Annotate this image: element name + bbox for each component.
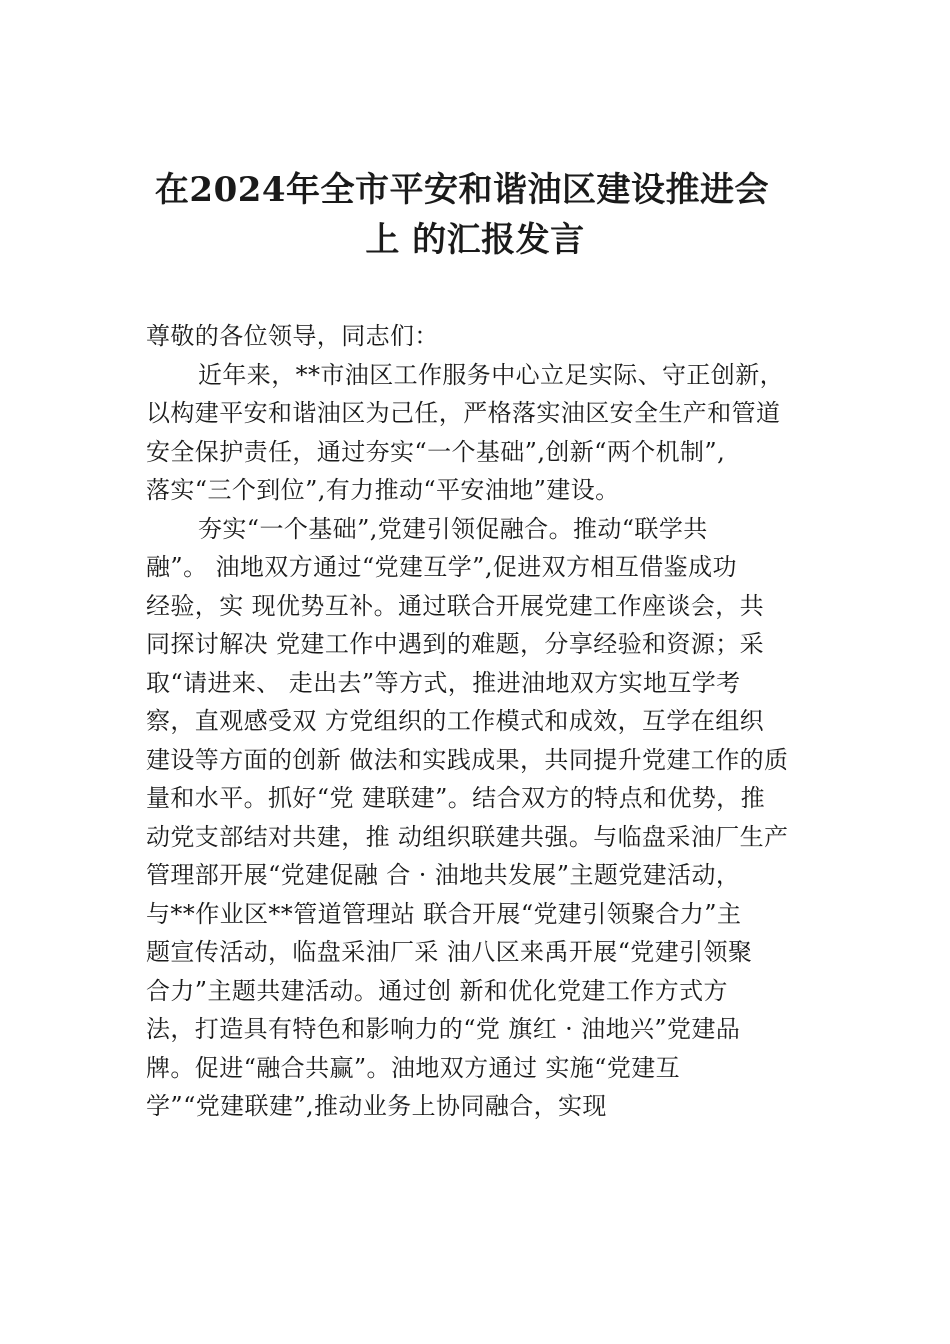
body-line: 察，直观感受双 方党组织的工作模式和成效，互学在组织 <box>146 707 765 735</box>
body-line: 夯实“一个基础”,党建引领促融合。推动“联学共 <box>198 514 708 543</box>
body-line: 同探讨解决 党建工作中遇到的难题，分享经验和资源；采 <box>146 630 765 658</box>
body-line: 建设等方面的创新 做法和实践成果，共同提升党建工作的质 <box>146 745 789 774</box>
salutation-line: 尊敬的各位领导，同志们： <box>146 322 439 350</box>
body-line: 安全保护责任，通过夯实“一个基础”,创新“两个机制”, <box>146 437 726 466</box>
body-line: 近年来，**市油区工作服务中心立足实际、守正创新， <box>198 360 784 389</box>
body-line: 与**作业区**管道管理站 联合开展“党建引领聚合力”主 <box>146 899 742 928</box>
body-line: 经验，实 现优势互补。通过联合开展党建工作座谈会，共 <box>146 591 765 620</box>
body-line: 取“请进来、 走出去”等方式，推进油地双方实地互学考 <box>146 668 741 697</box>
document-title-line-1: 在2024年全市平安和谐油区建设推进会 <box>154 170 770 210</box>
body-line: 管理部开展“党建促融 合 · 油地共发展”主题党建活动， <box>146 861 741 889</box>
body-line: 牌。促进“融合共赢”。油地双方通过 实施“党建互 <box>146 1053 681 1082</box>
body-line: 量和水平。抓好“党 建联建”。结合双方的特点和优势，推 <box>146 784 765 812</box>
body-line: 学”“党建联建”,推动业务上协同融合，实现 <box>146 1092 607 1120</box>
body-line: 落实“三个到位”,有力推动“平安油地”建设。 <box>146 476 620 504</box>
body-line: 以构建平安和谐油区为己任，严格落实油区安全生产和管道 <box>146 399 781 427</box>
body-line: 融”。 油地双方通过“党建互学”,促进双方相互借鉴成功 <box>146 553 737 581</box>
document-title-line-2: 上 的汇报发言 <box>365 220 585 260</box>
body-line: 法，打造具有特色和影响力的“党 旗红 · 油地兴”党建品 <box>146 1015 741 1043</box>
body-line: 动党支部结对共建，推 动组织联建共强。与临盘采油厂生产 <box>146 822 789 851</box>
document-body <box>146 317 816 1126</box>
body-line: 题宣传活动，临盘采油厂采 油八区来禹开展“党建引领聚 <box>146 938 753 966</box>
body-line: 合力”主题共建活动。通过创 新和优化党建工作方式方 <box>146 976 728 1005</box>
